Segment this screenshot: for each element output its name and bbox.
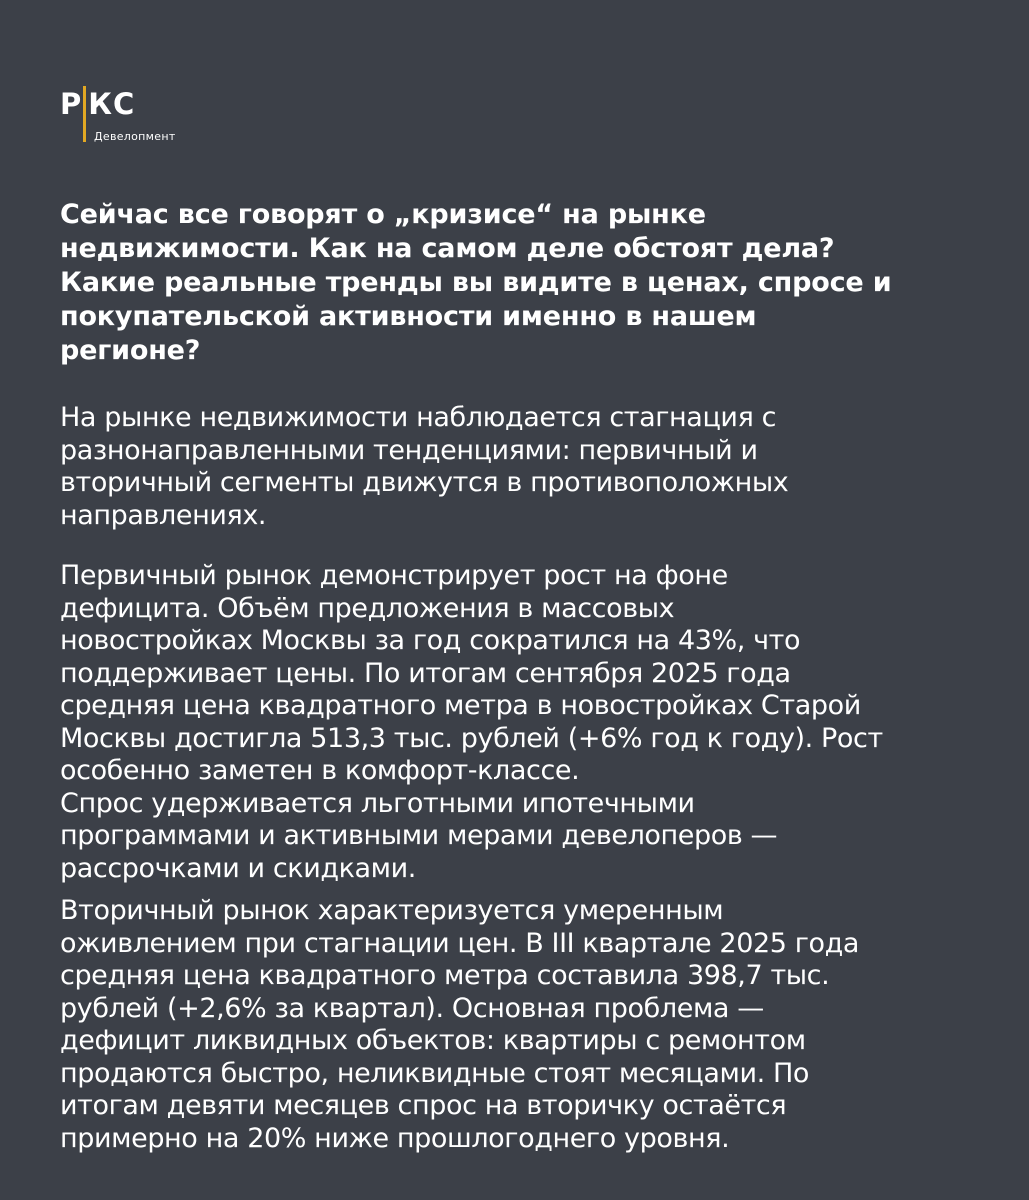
paragraph-line: оживлением при стагнации цен. В III квартале 2025 года bbox=[60, 927, 860, 959]
paragraph-line: средняя цена квадратного метра в новостройках Старой bbox=[60, 690, 861, 721]
paragraph-line: Москвы достигла 513,3 тыс. рублей (+6% год к году). Рост bbox=[60, 722, 883, 754]
company-logo bbox=[60, 84, 260, 154]
paragraph-line: примерно на 20% ниже прошлогоднего уровня. bbox=[60, 1122, 730, 1154]
heading-line: покупательской активности именно в нашем bbox=[60, 301, 757, 332]
heading-line: Какие реальные тренды вы видите в ценах, спросе и bbox=[60, 267, 892, 298]
logo-letter-r: Р bbox=[60, 87, 83, 121]
answer-paragraph-primary-market bbox=[60, 560, 970, 885]
heading-line: Сейчас все говорят о „кризисе“ на рынке bbox=[60, 199, 706, 230]
paragraph-line: вторичный сегменты движутся в противоположных bbox=[60, 467, 789, 498]
logo-accent-bar bbox=[83, 86, 86, 142]
paragraph-line: средняя цена квадратного метра составила 398,7 тыс. bbox=[60, 960, 830, 991]
answer-paragraph-overview bbox=[60, 402, 970, 532]
heading-line: регионе? bbox=[60, 335, 201, 366]
paragraph-line: рублей (+2,6% за квартал). Основная проблема — bbox=[60, 992, 764, 1024]
logo-subtitle: Девелопмент bbox=[94, 130, 176, 143]
paragraph-line: Первичный рынок демонстрирует рост на фоне bbox=[60, 560, 728, 591]
paragraph-line: На рынке недвижимости наблюдается стагнация с bbox=[60, 402, 777, 433]
logo-letter-s: С bbox=[112, 87, 136, 121]
paragraph-line: дефицит ликвидных объектов: квартиры с ремонтом bbox=[60, 1025, 806, 1056]
heading-line: недвижимости. Как на самом деле обстоят дела? bbox=[60, 233, 835, 264]
paragraph-line: поддерживает цены. По итогам сентября 2025 года bbox=[60, 657, 791, 689]
paragraph-line: новостройках Москвы за год сократился на 43%, что bbox=[60, 625, 801, 656]
logo-mark bbox=[60, 84, 135, 124]
logo-letter-k: К bbox=[88, 87, 113, 121]
paragraph-line: рассрочками и скидками. bbox=[60, 852, 416, 884]
question-heading bbox=[60, 198, 960, 368]
paragraph-line: дефицита. Объём предложения в массовых bbox=[60, 592, 675, 624]
paragraph-line: разнонаправленными тенденциями: первичный и bbox=[60, 434, 758, 466]
paragraph-line: особенно заметен в комфорт-классе. bbox=[60, 755, 580, 786]
paragraph-line: программами и активными мерами девелоперов — bbox=[60, 820, 778, 851]
paragraph-line: Вторичный рынок характеризуется умеренным bbox=[60, 895, 724, 926]
paragraph-line: Спрос удерживается льготными ипотечными bbox=[60, 787, 695, 819]
paragraph-line: продаются быстро, неликвидные стоят месяцами. По bbox=[60, 1057, 810, 1089]
paragraph-line: направлениях. bbox=[60, 499, 267, 531]
answer-paragraph-secondary-market bbox=[60, 895, 970, 1155]
paragraph-line: итогам девяти месяцев спрос на вторичку остаётся bbox=[60, 1090, 787, 1121]
